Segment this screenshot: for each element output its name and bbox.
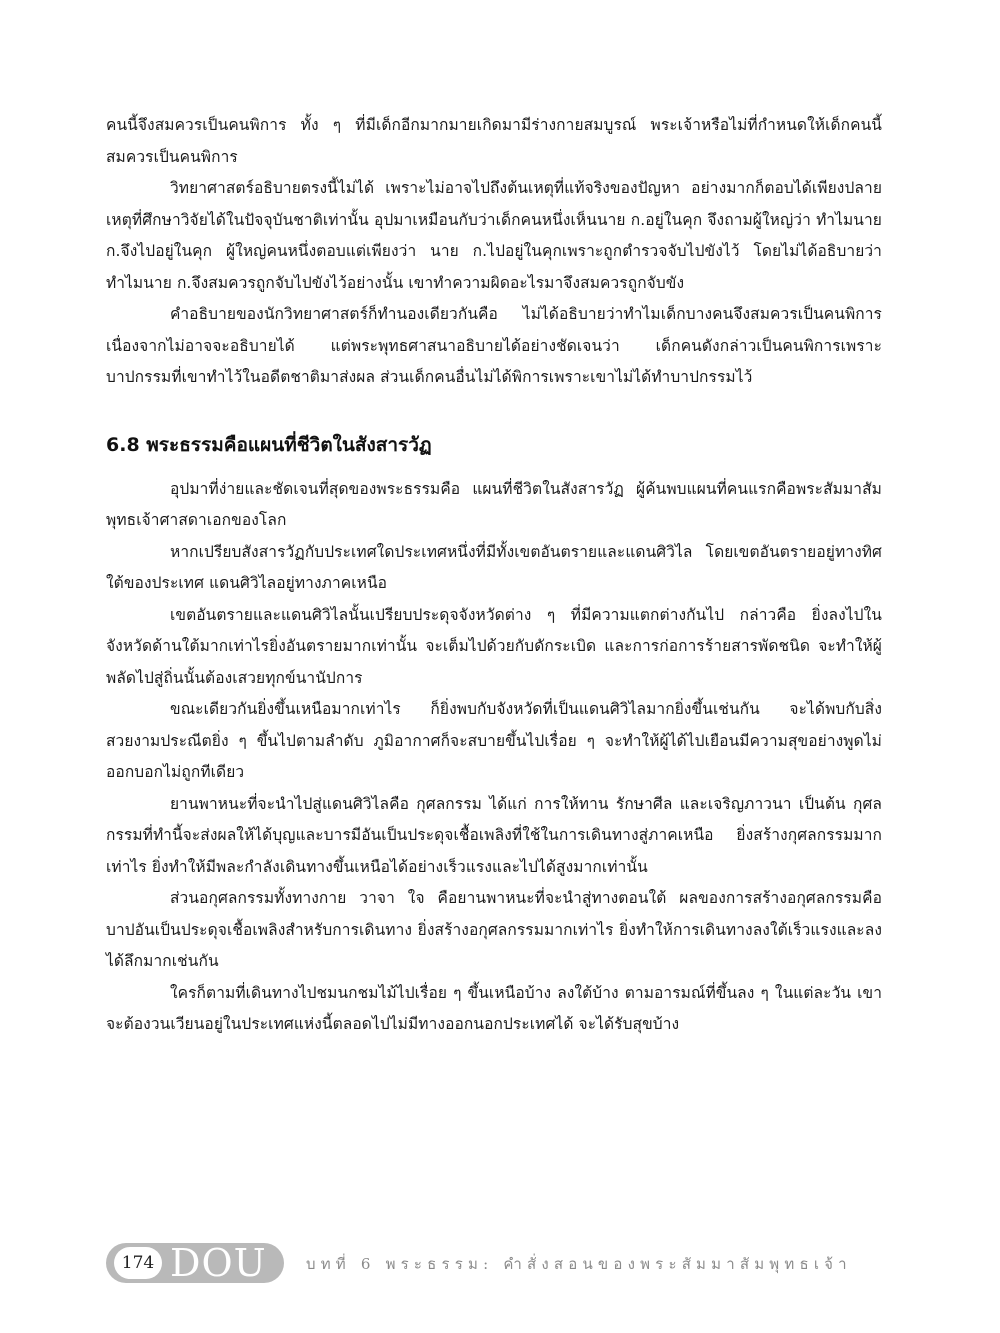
page-number-badge: [106, 1243, 284, 1283]
paragraph-wandering: ใครก็ตามที่เดินทางไปชมนกชมไม้ไปเรื่อย ๆ ขึ้นเหนือบ้าง ลงใต้บ้าง ตามอารมณ์ที่ขึ้นลง ๆ ในแต่ละวัน เขาจะต้องวนเวียนอยู่ในประเทศแห่งนี้ตลอดไปไม่มีทางออกนอกประเทศได้ จะได้รับสุขบ้าง: [106, 983, 882, 1033]
paragraph-country-analogy: หากเปรียบสังสารวัฏกับประเทศใดประเทศหนึ่งที่มีทั้งเขตอันตรายและแดนศิวิไล โดยเขตอันตรายอยู่ทางทิศใต้ของประเทศ แดนศิวิไลอยู่ทางภาคเหนือ: [106, 542, 882, 592]
section-heading: 6.8 พระธรรมคือแผนที่ชีวิตในสังสารวัฏ: [106, 433, 432, 456]
paragraph-buddhist-explanation: คำอธิบายของนักวิทยาศาสตร์ก็ทำนองเดียวกันคือ ไม่ได้อธิบายว่าทำไมเด็กบางคนจึงสมควรเป็นคนพิการ เนื่องจากไม่อาจจะอธิบายได้ แต่พระพุทธศาสนาอธิบายได้อย่างชัดเจนว่า เด็กคนดังกล่าวเป็นคนพิการเพราะบาปกรรมที่เขาทำไว้ในอดีตชาติมาส่งผล ส่วนเด็กคนอื่นไม่ได้พิการเพราะเขาไม่ได้ทำบาปกรรมไว้: [106, 305, 882, 386]
paragraph-danger-zone: เขตอันตรายและแดนศิวิไลนั้นเปรียบประดุจจังหวัดต่าง ๆ ที่มีความแตกต่างกันไป กล่าวคือ ยิ่งลงไปในจังหวัดด้านใต้มากเท่าไรยิ่งอันตรายมากเท่านั้น จะเต็มไปด้วยกับดักระเบิด และการก่อการร้ายสารพัดชนิด จะทำให้ผู้พลัดไปสู่ถิ่นนั้นต้องเสวยทุกข์นานัปการ: [106, 605, 882, 687]
paragraph-science-explanation: วิทยาศาสตร์อธิบายตรงนี้ไม่ได้ เพราะไม่อาจไปถึงต้นเหตุที่แท้จริงของปัญหา อย่างมากก็ตอบได้เพียงปลายเหตุที่ศึกษาวิจัยได้ในปัจจุบันชาติเท่านั้น อุปมาเหมือนกับว่าเด็กคนหนึ่งเห็นนาย ก.อยู่ในคุก จึงถามผู้ใหญ่ว่า ทำไมนาย ก.จึงไปอยู่ในคุก ผู้ใหญ่คนหนึ่งตอบแต่เพียงว่า นาย ก.ไปอยู่ในคุกเพราะถูกตำรวจจับไปขังไว้ โดยไม่ได้อธิบายว่า ทำไมนาย ก.จึงสมควรถูกจับไปขังไว้อย่างนั้น เขาทำความผิดอะไรมาจึงสมควรถูกจับขัง: [106, 179, 882, 292]
paragraph-unwholesome-karma: ส่วนอกุศลกรรมทั้งทางกาย วาจา ใจ คือยานพาหนะที่จะนำสู่ทางตอนใต้ ผลของการสร้างอกุศลกรรมคือ บาปอันเป็นประดุจเชื้อเพลิงสำหรับการเดินทาง ยิ่งสร้างอกุศลกรรมมากเท่าไร ยิ่งทำให้การเดินทางลงใต้เร็วแรงและลงได้ลึกมากเช่นกัน: [106, 889, 882, 970]
page-body: [106, 110, 882, 1041]
paragraph-civilized-land: ขณะเดียวกันยิ่งขึ้นเหนือมากเท่าไร ก็ยิ่งพบกับจังหวัดที่เป็นแดนศิวิไลมากยิ่งขึ้นเช่นกัน จะได้พบกับสิ่งสวยงามประณีตยิ่ง ๆ ขึ้นไปตามลำดับ ภูมิอากาศก็จะสบายขึ้นไปเรื่อย ๆ จะทำให้ผู้ได้ไปเยือนมีความสุขอย่างพูดไม่ออกบอกไม่ถูกทีเดียว: [106, 700, 882, 781]
dou-logo: DOU: [170, 1241, 267, 1285]
running-title: บทที่ 6 พระธรรม: คำสั่งสอนของพระสัมมาสัมพุทธเจ้า: [306, 1255, 852, 1273]
page-footer: [106, 1243, 896, 1287]
paragraph-wholesome-karma: ยานพาหนะที่จะนำไปสู่แดนศิวิไลคือ กุศลกรรม ได้แก่ การให้ทาน รักษาศีล และเจริญภาวนา เป็นต้น กุศลกรรมที่ทำนี้จะส่งผลให้ได้บุญและบารมีอันเป็นประดุจเชื้อเพลิงที่ใช้ในการเดินทางสู่ภาคเหนือ ยิ่งสร้างกุศลกรรมมากเท่าไร ยิ่งทำให้มีพละกำลังเดินทางขึ้นเหนือได้อย่างเร็วแรงและไปได้สูงมากเท่านั้น: [106, 794, 882, 876]
paragraph-map-of-life: อุปมาที่ง่ายและชัดเจนที่สุดของพระธรรมคือ แผนที่ชีวิตในสังสารวัฏ ผู้ค้นพบแผนที่คนแรกคือพระสัมมาสัมพุทธเจ้าศาสดาเอกของโลก: [106, 479, 882, 529]
paragraph-continuation: คนนี้จึงสมควรเป็นคนพิการ ทั้ง ๆ ที่มีเด็กอีกมากมายเกิดมามีร่างกายสมบูรณ์ พระเจ้าหรือไม่ที่กำหนดให้เด็กคนนี้สมควรเป็นคนพิการ: [106, 116, 882, 166]
page-number: 174: [114, 1247, 162, 1279]
